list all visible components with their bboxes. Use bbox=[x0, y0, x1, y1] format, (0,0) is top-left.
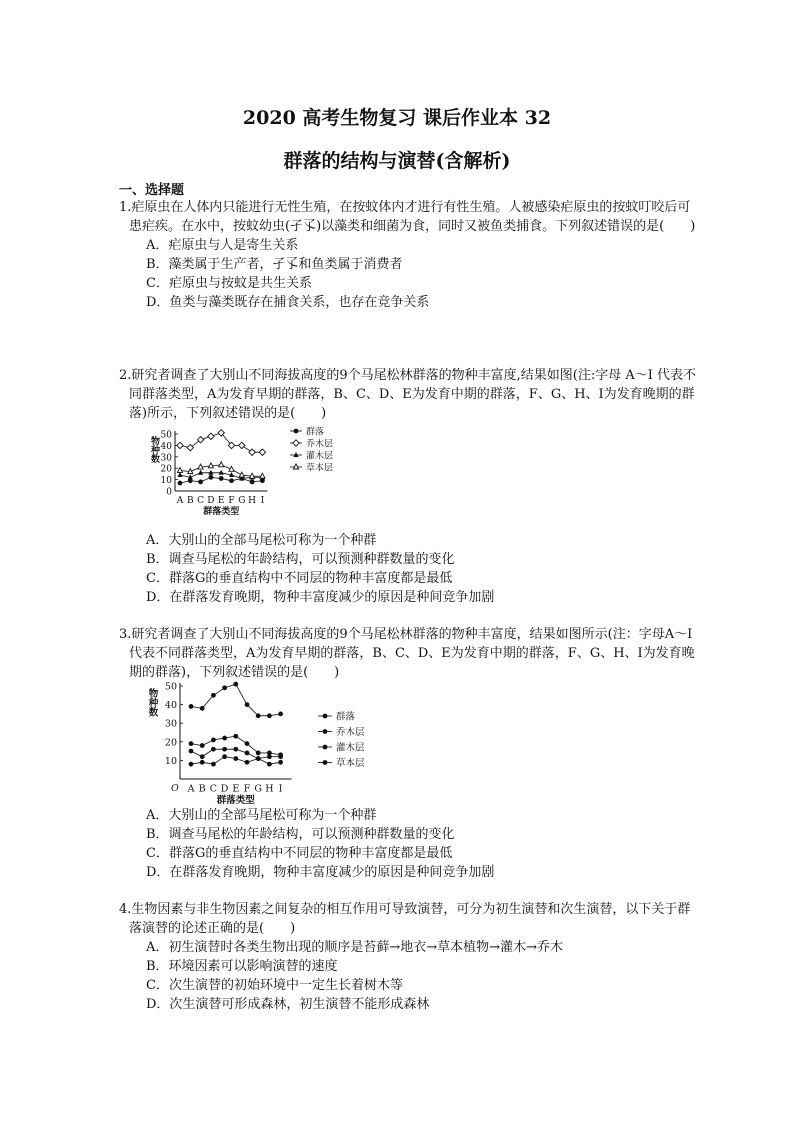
data-point bbox=[208, 470, 213, 475]
question-4-option-a: A．初生演替时各类生物出现的顺序是苔藓→地衣→草本植物→灌木→乔木 bbox=[146, 940, 563, 955]
data-point bbox=[229, 478, 234, 483]
y-axis-label: 物种数 bbox=[146, 688, 158, 717]
y-tick-label: 50 bbox=[164, 681, 177, 693]
question-4-stem: 4.生物因素与非生物因素之间复杂的相互作用可导致演替，可分为初生演替和次生演替，以下关于群落演替的论述正确的是( ) bbox=[119, 902, 691, 936]
data-point bbox=[259, 449, 265, 455]
data-point bbox=[189, 704, 194, 709]
x-tick-label: F bbox=[243, 783, 251, 795]
origin-label: O bbox=[171, 783, 179, 794]
data-point bbox=[278, 712, 283, 717]
question-4-option-c: C．次生演替的初始环境中一定生长着树木等 bbox=[146, 978, 403, 993]
section-heading: 一、选择题 bbox=[119, 183, 185, 198]
data-point bbox=[189, 749, 194, 754]
x-tick-label: E bbox=[217, 496, 225, 506]
data-point bbox=[211, 738, 216, 743]
x-axis-label: 群落类型 bbox=[203, 507, 240, 517]
legend-marker bbox=[323, 714, 328, 719]
legend-label: 草本层 bbox=[336, 758, 365, 769]
legend-marker bbox=[323, 745, 328, 750]
question-2-option-b: B．调查马尾松的年龄结构，可以预测种群数量的变化 bbox=[146, 552, 455, 567]
data-point bbox=[222, 747, 227, 752]
data-point bbox=[233, 747, 238, 752]
question-3-option-b: B．调查马尾松的年龄结构，可以预测种群数量的变化 bbox=[146, 827, 455, 842]
data-point bbox=[267, 762, 272, 767]
x-tick-label: D bbox=[207, 496, 215, 506]
data-point bbox=[178, 481, 183, 486]
y-tick-label: 30 bbox=[160, 453, 172, 464]
data-point bbox=[219, 470, 224, 475]
question-4-option-b: B．环境因素可以影响演替的速度 bbox=[146, 959, 338, 974]
data-point bbox=[250, 479, 255, 484]
x-tick-label: A bbox=[187, 783, 195, 795]
data-point bbox=[267, 754, 272, 759]
question-4 bbox=[119, 900, 699, 1014]
data-point bbox=[200, 743, 205, 748]
x-tick-label: G bbox=[238, 496, 246, 506]
legend-label: 灌木层 bbox=[336, 742, 365, 754]
data-point bbox=[189, 762, 194, 767]
x-tick-label: I bbox=[260, 496, 265, 506]
legend-marker bbox=[293, 464, 298, 469]
data-point bbox=[249, 449, 255, 455]
x-tick-label: A bbox=[176, 496, 184, 506]
y-tick-label: 0 bbox=[166, 487, 172, 498]
legend-label: 群落 bbox=[306, 427, 325, 438]
y-axis-label: 物种数 bbox=[149, 436, 159, 463]
question-3-options bbox=[119, 806, 699, 882]
data-point bbox=[189, 741, 194, 746]
x-tick-label: C bbox=[197, 496, 205, 506]
y-tick-label: 40 bbox=[160, 441, 172, 452]
data-point bbox=[209, 475, 214, 480]
data-point bbox=[222, 754, 227, 759]
data-point bbox=[198, 470, 203, 475]
legend-marker bbox=[293, 452, 298, 457]
data-point bbox=[245, 741, 250, 746]
question-3-option-a: A．大别山的全部马尾松可称为一个种群 bbox=[146, 808, 377, 823]
data-point bbox=[245, 702, 250, 707]
y-tick-label: 20 bbox=[164, 737, 177, 749]
data-point bbox=[200, 706, 205, 711]
doc-title: 2020 高考生物复习 课后作业本 32 bbox=[242, 107, 552, 129]
question-2-option-c: C．群落G的垂直结构中不同层的物种丰富度都是最低 bbox=[146, 571, 453, 586]
question-1-option-b: B．藻类属于生产者，孑孓和鱼类属于消费者 bbox=[146, 257, 403, 272]
x-tick-label: I bbox=[278, 783, 283, 795]
y-tick-label: 30 bbox=[164, 718, 177, 730]
legend-marker bbox=[323, 760, 328, 765]
data-point bbox=[245, 760, 250, 765]
question-4-option-d: D．次生演替可形成森林，初生演替不能形成森林 bbox=[146, 997, 430, 1012]
legend-label: 草本层 bbox=[306, 463, 334, 474]
data-point bbox=[239, 442, 245, 448]
x-tick-label: H bbox=[265, 783, 274, 795]
data-point bbox=[256, 751, 261, 756]
x-tick-label: C bbox=[209, 783, 218, 795]
data-point bbox=[245, 751, 250, 756]
data-point bbox=[233, 682, 238, 687]
data-point bbox=[211, 693, 216, 698]
legend-label: 乔木层 bbox=[336, 727, 365, 738]
data-point bbox=[222, 736, 227, 741]
chart-2 bbox=[140, 680, 400, 806]
question-3-stem: 3.研究者调查了大别山不同海拔高度的9个马尾松林群落的物种丰富度，结果如图所示(注：字母A～I代表不同群落类型，A为发育早期的群落，B、C、D、E为发育中期的群落，F、G、H、I为发育晚期的群落)，下列叙述错误的是( ) bbox=[119, 627, 695, 680]
y-tick-label: 40 bbox=[164, 700, 177, 712]
data-point bbox=[260, 473, 265, 478]
x-tick-label: E bbox=[232, 783, 240, 795]
x-tick-label: B bbox=[186, 496, 194, 506]
y-tick-label: 10 bbox=[164, 755, 177, 767]
data-point bbox=[219, 476, 224, 481]
data-point bbox=[256, 756, 261, 761]
legend-marker bbox=[323, 729, 328, 734]
question-1-option-c: C．疟原虫与按蚊是共生关系 bbox=[146, 276, 312, 291]
data-point bbox=[200, 760, 205, 765]
legend-marker bbox=[294, 429, 299, 434]
x-axis-label: 群落类型 bbox=[216, 795, 255, 806]
chart-1 bbox=[145, 420, 375, 530]
data-point bbox=[219, 462, 224, 467]
y-tick-label: 20 bbox=[160, 464, 172, 475]
x-tick-label: B bbox=[198, 783, 206, 795]
data-point bbox=[211, 762, 216, 767]
legend-label: 群落 bbox=[336, 711, 356, 723]
question-1-option-d: D．鱼类与藻类既存在捕食关系，也存在竞争关系 bbox=[146, 295, 430, 310]
doc-subtitle: 群落的结构与演替(含解析) bbox=[283, 150, 511, 172]
legend-marker bbox=[293, 440, 299, 446]
data-point bbox=[267, 713, 272, 718]
y-tick-label: 10 bbox=[160, 476, 172, 487]
data-point bbox=[256, 713, 261, 718]
question-3-option-c: C．群落G的垂直结构中不同层的物种丰富度都是最低 bbox=[146, 846, 453, 861]
question-1-option-a: A．疟原虫与人是寄生关系 bbox=[146, 238, 299, 253]
legend-label: 灌木层 bbox=[306, 451, 334, 462]
x-tick-label: F bbox=[228, 496, 235, 506]
data-point bbox=[278, 760, 283, 765]
data-point bbox=[200, 754, 205, 759]
x-tick-label: G bbox=[254, 783, 262, 795]
data-point bbox=[278, 754, 283, 759]
data-point bbox=[177, 467, 182, 472]
question-2-option-d: D．在群落发育晚期，物种丰富度减少的原因是种间竞争加剧 bbox=[146, 590, 495, 605]
y-tick-label: 50 bbox=[160, 430, 172, 441]
data-point bbox=[198, 479, 203, 484]
question-3 bbox=[119, 625, 699, 682]
legend-label: 乔木层 bbox=[306, 439, 334, 450]
data-point bbox=[208, 433, 214, 439]
question-2-option-a: A．大别山的全部马尾松可称为一个种群 bbox=[146, 533, 377, 548]
series-line bbox=[191, 684, 281, 716]
data-point bbox=[222, 685, 227, 690]
chart-2-svg bbox=[140, 680, 400, 806]
question-3-option-d: D．在群落发育晚期，物种丰富度减少的原因是种间竞争加剧 bbox=[146, 865, 495, 880]
data-point bbox=[233, 756, 238, 761]
data-point bbox=[233, 734, 238, 739]
question-1 bbox=[119, 198, 699, 312]
x-tick-label: H bbox=[248, 496, 257, 506]
question-2-options bbox=[119, 531, 699, 607]
chart-1-svg bbox=[145, 420, 375, 530]
question-2 bbox=[119, 366, 699, 423]
data-point bbox=[211, 747, 216, 752]
question-2-stem: 2.研究者调查了大别山不同海拔高度的9个马尾松林群落的物种丰富度,结果如图(注:字母 A～I 代表不同群落类型，A为发育早期的群落，B、C、D、E为发育中期的群落，F、G、H、I为发育晚期的群落)所示，下列叙述错误的是( ) bbox=[119, 368, 697, 421]
data-point bbox=[177, 442, 183, 448]
x-tick-label: D bbox=[220, 783, 229, 795]
question-1-stem: 1.疟原虫在人体内只能进行无性生殖，在按蚊体内才进行有性生殖。人被感染疟原虫的按蚊叮咬后可患疟疾。在水中，按蚊幼虫(孑孓)以藻类和细菌为食，同时又被鱼类捕食。下列叙述错误的是( ) bbox=[119, 200, 696, 234]
